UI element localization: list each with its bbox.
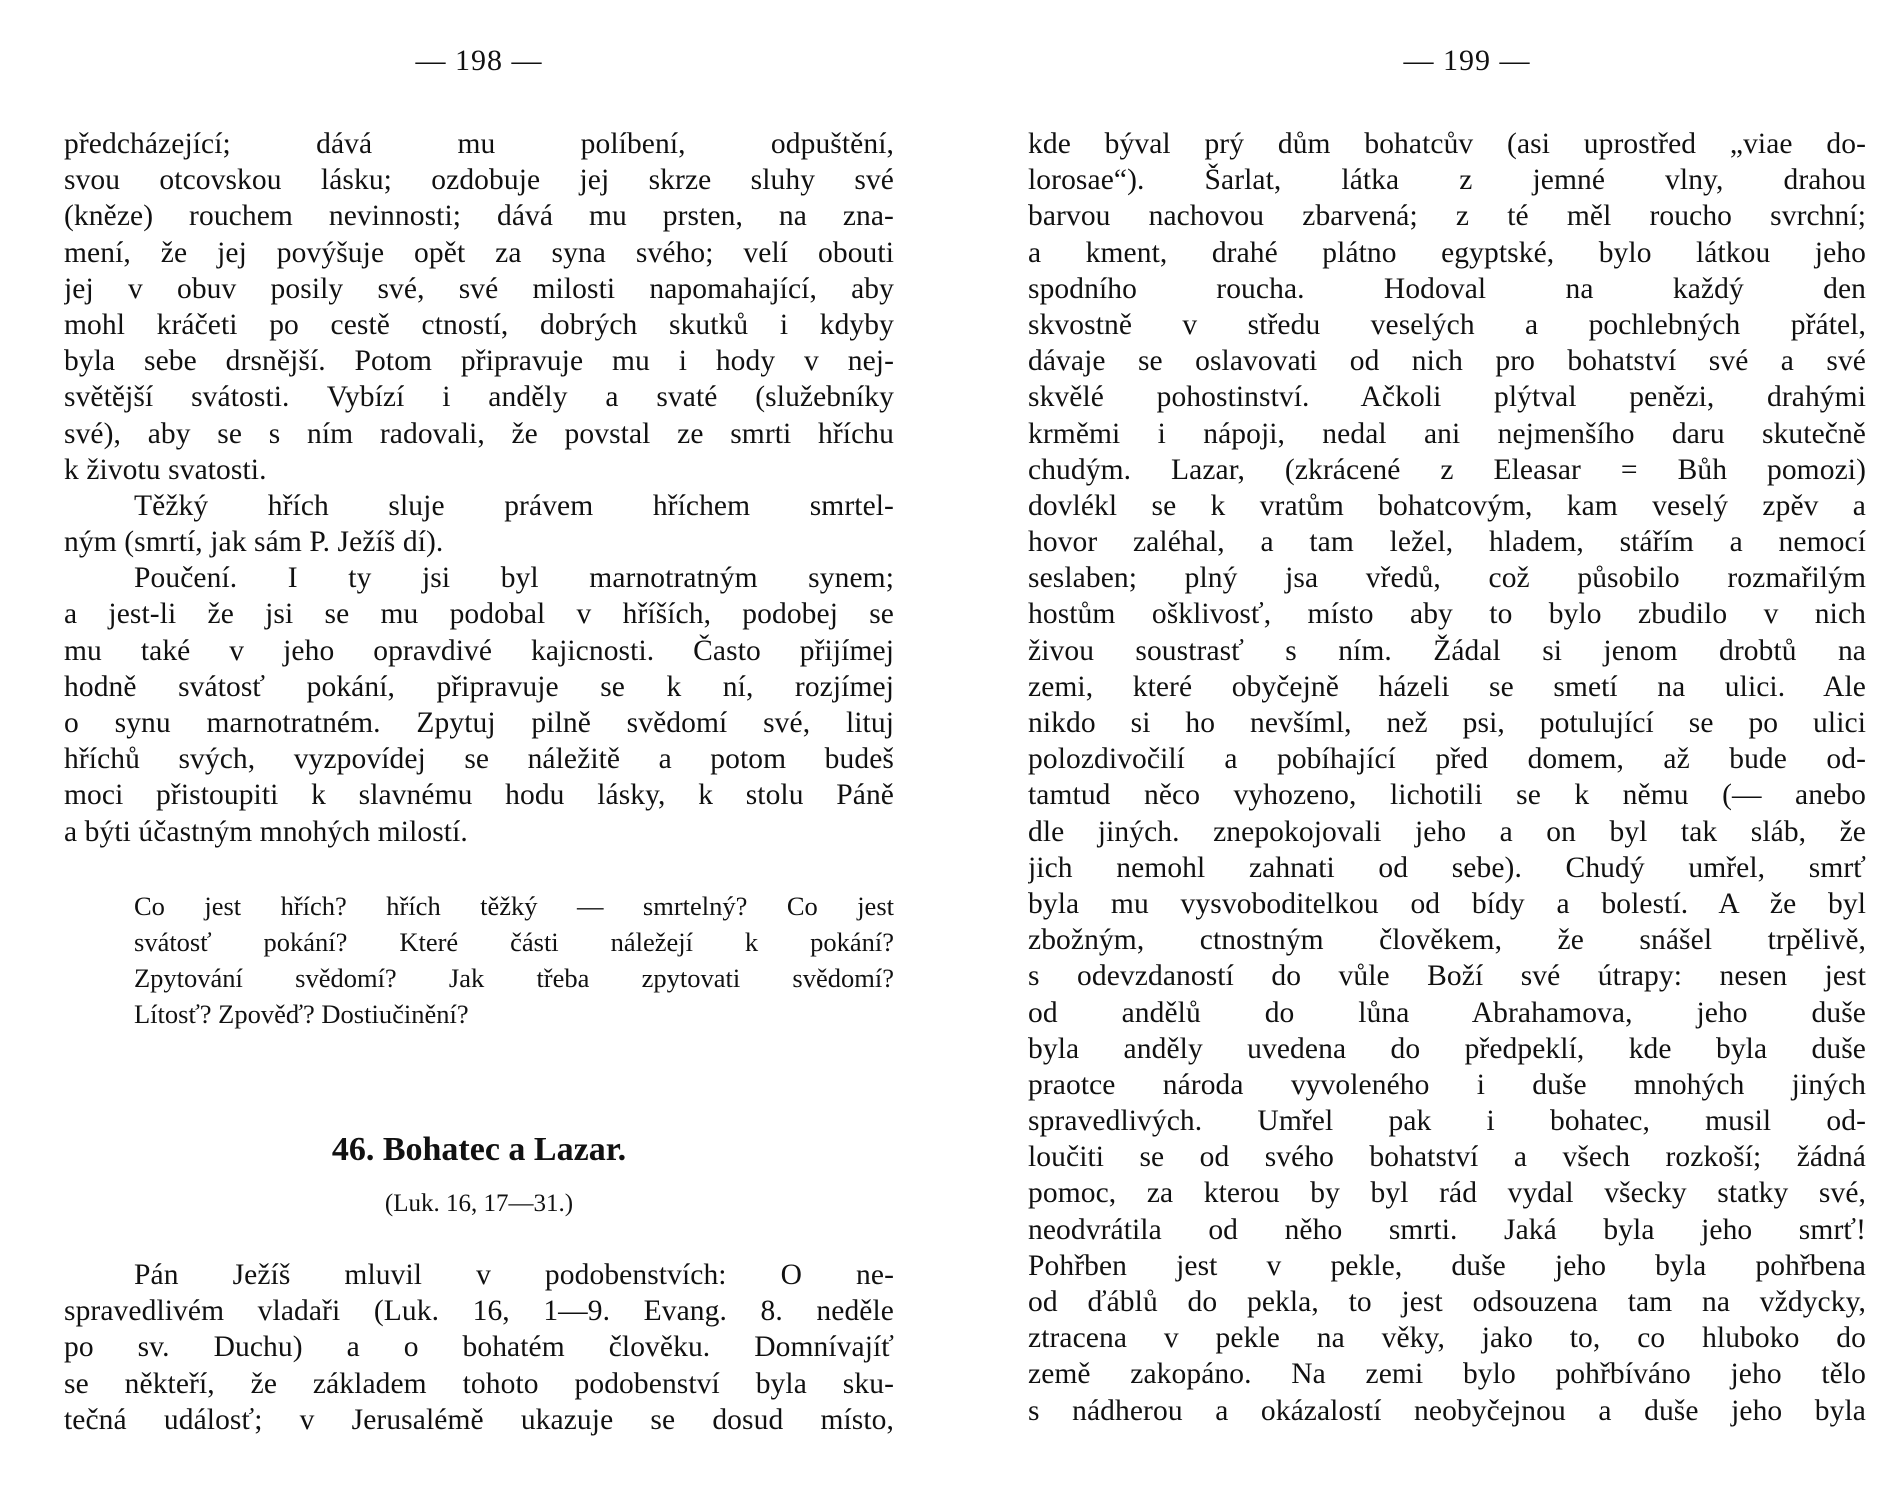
text-line: hovor zaléhal, a tam ležel, hladem, stářím a nemocí [1028,526,1866,559]
text-line: zemi, které obyčejně házeli se smetí na ulici. Ale [1028,670,1866,703]
text-line: jich nemohl zahnati od sebe). Chudý umřel, smrť [1028,851,1866,884]
right-page [1028,0,1866,1500]
text-line: byla anděly uvedena do předpeklí, kde byla duše [1028,1032,1866,1065]
text-line: mení, že jej povýšuje opět za syna svého; velí obouti [64,236,894,269]
text-line: Pohřben jest v pekle, duše jeho byla pohřbena [1028,1249,1866,1282]
text-line: a jest-li že jsi se mu podobal v hříších, podobej se [64,598,894,631]
text-line: s nádherou a okázalostí neobyčejnou a duše jeho byla [1028,1394,1866,1427]
text-line: hostům ošklivosť, místo aby to bylo zbudilo v nich [1028,598,1866,631]
text-line: živou soustrasť s ním. Žádal si jenom drobtů na [1028,634,1866,667]
text-line: své), aby se s ním radovali, že povstal ze smrti hříchu [64,417,894,450]
left-section-text [64,1257,894,1438]
left-page [64,0,894,1500]
text-line: krměmi i nápoji, nedal ani nejmenšího daru skutečně [1028,417,1866,450]
question-line: Co jest hřích? hřích těžký — smrtelný? Co jest [134,891,894,921]
text-line: praotce národa vyvoleného i duše mnohých jiných [1028,1068,1866,1101]
text-line: a býti účastným mnohých milostí. [64,815,468,848]
section-reference: (Luk. 16, 17—31.) [384,1190,574,1217]
text-line: spodního roucha. Hodoval na každý den [1028,272,1866,305]
text-line: polozdivočilí a pobíhající před domem, až bude od- [1028,743,1866,776]
text-line: ztracena v pekle na věky, jako to, co hluboko do [1028,1322,1866,1355]
text-line: dle jiných. znepokojovali jeho a on byl tak sláb, že [1028,815,1866,848]
text-line: jej v obuv posily své, své milosti napomahající, aby [64,272,894,305]
text-line: skvělé pohostinství. Ačkoli plýtval penězi, drahými [1028,381,1866,414]
text-line: o synu marnotratném. Zpytuj pilně svědomí své, lituj [64,707,894,739]
text-line: dávaje se oslavovati od nich pro bohatství své a své [1028,345,1866,378]
text-line: loučiti se od svého bohatství a všech rozkoší; žádná [1028,1141,1866,1174]
text-line: chudým. Lazar, (zkrácené z Eleasar = Bůh pomozi) [1028,453,1866,486]
text-line: předcházející; dává mu políbení, odpuštění, [64,128,894,160]
text-line: hříchů svých, vyzpovídej se náležitě a potom budeš [64,743,894,776]
text-line: a kment, drahé plátno egyptské, bylo látkou jeho [1028,236,1866,269]
text-line: neodvrátila od něho smrti. Jaká byla jeho smrť! [1028,1213,1866,1246]
text-line: světější svátosti. Vybízí i anděly a svaté (služebníky [64,381,894,414]
text-line: tečná událosť; v Jerusalémě ukazuje se dosud místo, [64,1403,894,1436]
text-line: ným (smrtí, jak sám P. Ježíš dí). [64,526,444,559]
text-line: po sv. Duchu) a o bohatém člověku. Domnívajíť [64,1331,894,1364]
text-line: mu také v jeho opravdivé kajicnosti. Často přijímej [64,634,894,667]
text-line: byla mu vysvoboditelkou od bídy a bolestí. A že byl [1028,887,1866,920]
text-line: spravedlivých. Umřel pak i bohatec, musil od- [1028,1105,1866,1138]
text-line: kde býval prý dům bohatcův (asi uprostřed „viae do- [1028,128,1866,160]
text-line: od ďáblů do pekla, to jest odsouzena tam na vždycky, [1028,1286,1866,1318]
text-line: se někteří, že základem tohoto podobenství byla sku- [64,1367,894,1400]
text-line: hodně svátosť pokání, připravuje se k ní, rozjímej [64,670,894,703]
text-line: země zakopáno. Na zemi bylo pohřbíváno jeho tělo [1028,1358,1866,1391]
text-line: skvostně v středu veselých a pochlebných přátel, [1028,308,1866,341]
text-line: mohl kráčeti po cestě ctností, dobrých skutků i kdyby [64,308,894,341]
text-line: spravedlivém vladaři (Luk. 16, 1—9. Evang. 8. neděle [64,1295,894,1328]
text-line: dovlékl se k vratům bohatcovým, kam veselý zpěv a [1028,489,1866,522]
text-line: k životu svatosti. [64,453,267,486]
text-line: Poučení. I ty jsi byl marnotratným synem; [134,562,894,595]
question-line: Zpytování svědomí? Jak třeba zpytovati svědomí? [134,963,894,993]
text-line: (kněze) rouchem nevinnosti; dává mu prsten, na zna- [64,200,894,233]
text-line: svou otcovskou lásku; ozdobuje jej skrze sluhy své [64,164,894,197]
text-line: s odevzdaností do vůle Boží své útrapy: nesen jest [1028,960,1866,993]
left-text-block [64,126,894,850]
text-line: tamtud něco vyhozeno, lichotili se k němu (— anebo [1028,779,1866,812]
right-text-block [1028,126,1866,1429]
text-line: zbožným, ctnostným člověkem, že snášel trpělivě, [1028,924,1866,957]
section-title: 46. Bohatec a Lazar. [331,1131,627,1168]
text-line: Těžký hřích sluje právem hříchem smrtel- [134,489,894,522]
text-line: barvou nachovou zbarvená; z té měl roucho svrchní; [1028,200,1866,233]
page-number-left: — 198 — [415,44,543,77]
text-line: lorosae“). Šarlat, látka z jemné vlny, drahou [1028,164,1866,197]
text-line: pomoc, za kterou by byl rád vydal všecky statky své, [1028,1177,1866,1210]
text-line: byla sebe drsnější. Potom připravuje mu i hody v nej- [64,345,894,378]
page-number-right: — 199 — [1403,44,1531,77]
text-line: nikdo si ho nevšíml, než psi, potulující se po ulici [1028,707,1866,739]
text-line: seslaben; plný jsa vředů, což působilo rozmařilým [1028,562,1866,595]
text-line: od andělů do lůna Abrahamova, jeho duše [1028,996,1866,1029]
review-questions [134,888,894,1032]
text-line: moci přistoupiti k slavnému hodu lásky, k stolu Páně [64,779,894,812]
question-line: Lítosť? Zpověď? Dostiučinění? [134,999,469,1029]
text-line: Pán Ježíš mluvil v podobenstvích: O ne- [134,1259,894,1291]
question-line: svátosť pokání? Které části náležejí k pokání? [134,927,894,957]
